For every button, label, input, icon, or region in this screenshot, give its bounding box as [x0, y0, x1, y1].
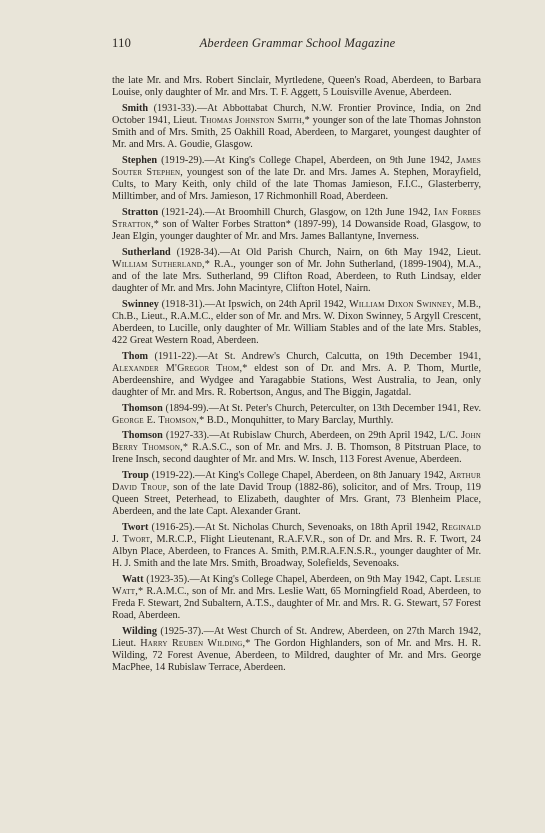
entry-years: (1925-37). — [160, 626, 204, 638]
entry-years: (1923-35). — [146, 574, 190, 586]
entry-text: —At King's College Chapel, Aberdeen, on 8th January 1942, — [194, 470, 450, 482]
entry-text: son of Walter Forbes Stratton* (1897-99), 14 Dowanside Road, Glasgow, to Jean Elgin, younger daughter of Mr. and Mrs. James Ballantyne, Inverness. — [112, 218, 481, 242]
marriage-entry — [112, 403, 481, 427]
entry-surname: Thom — [122, 350, 155, 362]
entry-groom-name: James Souter Stephen, — [112, 154, 481, 178]
marriage-entry — [112, 103, 481, 151]
marriage-entries — [112, 103, 481, 675]
entry-years: (1911-22). — [154, 350, 198, 362]
entry-years: (1921-24). — [161, 206, 205, 218]
entry-groom-name: Harry Reuben Wilding,* — [140, 638, 251, 650]
continued-paragraph: the late Mr. and Mrs. Robert Sinclair, Myrtledene, Queen's Road, Aberdeen, to Barbara Louise, only daughter of Mr. and Mrs. T. F. Aggett, 5 Louisville Avenue, Aberdeen. — [112, 75, 481, 99]
entry-text: The Gordon Highlanders, son of Mr. and Mrs. H. R. Wilding, 72 Forest Avenue, Aberdeen, to Mildred, daughter of Mr. and Mrs. George MacPhee, 14 Rubislaw Terrace, Aberdeen. — [112, 638, 481, 674]
entry-groom-name: William Dixon Swinney, — [349, 298, 455, 310]
entry-surname: Watt — [122, 574, 147, 586]
entry-text: —At King's College Chapel, Aberdeen, on 9th June 1942, — [204, 154, 457, 166]
marriage-entry — [112, 522, 481, 570]
entry-text: eldest son of Dr. and Mrs. A. P. Thom, Murtle, Aberdeenshire, and Wydgee and Yaragabbie Stations, West Australia, to Jean, only daughter of Mr. and Mrs. R. Robertson, Angus, and The Biggin, Jagatdal. — [112, 362, 481, 398]
entry-years: (1927-33). — [165, 430, 210, 442]
entry-years: (1931-33). — [153, 102, 197, 114]
entry-surname: Stratton — [122, 206, 162, 218]
entry-surname: Troup — [122, 470, 152, 482]
entry-years: (1916-25). — [151, 522, 195, 534]
marriage-entry — [112, 351, 481, 399]
entry-groom-name: Arthur David Troup, — [112, 470, 481, 494]
entry-years: (1919-29). — [161, 154, 205, 166]
entry-text: —At St. Andrew's Church, Calcutta, on 19th December 1941, — [197, 350, 482, 362]
entry-surname: Sutherland — [122, 246, 177, 258]
entry-text: —At Ipswich, on 24th April 1942, — [204, 298, 350, 310]
entry-groom-name: Leslie Watt,* — [112, 574, 481, 598]
entry-text: —At King's College Chapel, Aberdeen, on 9th May 1942, Capt. — [189, 574, 455, 586]
entry-years: (1918-31). — [161, 298, 205, 310]
entry-years: (1894-99). — [165, 402, 209, 414]
entry-text: —At St. Nicholas Church, Sevenoaks, on 18th April 1942, — [194, 522, 442, 534]
entry-groom-name: Ian Forbes Stratton,* — [112, 206, 482, 230]
marriage-entry — [112, 470, 481, 518]
entry-text: —At Old Parish Church, Nairn, on 6th May 1942, Lieut. — [219, 246, 481, 258]
entry-text: younger son of the late Thomas Johnston Smith and of Mrs. Smith, 25 Oakhill Road, Aberdeen, to Margaret, youngest daughter of Mr. and Mrs. A. Goudie, Glasgow. — [112, 114, 481, 151]
entry-surname: Thomson — [122, 402, 166, 414]
entry-text: son of the late David Troup (1882-86), solicitor, and of Mrs. Troup, 119 Queen Street, Peterhead, to Elizabeth, daughter of Mrs. Grant, 73 Blenheim Place, Aberdeen, and the late Capt. Alexander Grant. — [112, 482, 481, 518]
entry-years: (1919-22). — [151, 470, 195, 482]
marriage-entry — [112, 574, 481, 622]
entry-text: B.D., Monquhitter, to Mary Barclay, Murthly. — [204, 414, 394, 426]
entry-groom-name: John Berry Thomson,* — [112, 430, 482, 454]
entry-groom-name: Thomas Johnston Smith,* — [199, 114, 310, 126]
entry-years: (1928-34). — [176, 246, 220, 258]
page-header — [112, 36, 481, 64]
marriage-entry — [112, 430, 481, 466]
marriage-entry — [112, 299, 481, 347]
page-number: 110 — [112, 36, 132, 50]
entry-text: —At Broomhill Church, Glasgow, on 12th June 1942, — [204, 206, 434, 218]
entry-surname: Wilding — [122, 626, 161, 638]
running-title: Aberdeen Grammar School Magazine — [199, 36, 396, 50]
entry-text: —At St. Peter's Church, Peterculter, on 13th December 1941, Rev. — [208, 402, 482, 414]
entry-surname: Twort — [122, 522, 152, 534]
entry-surname: Stephen — [122, 154, 162, 166]
entry-text: M.B., Ch.B., Lieut., R.A.M.C., elder son of Mr. and Mrs. W. Dixon Swinney, 5 Argyll Crescent, Aberdeen, to Lucille, only daughter of Mr. William Stables and of the late Mrs. Stables, 422 Great Western Road, Aberdeen. — [112, 298, 481, 346]
entry-groom-name: William Sutherland,* — [112, 258, 211, 270]
entry-text: M.R.C.P., Flight Lieutenant, R.A.F.V.R., son of Dr. and Mrs. R. F. Twort, 24 Albyn Place, Aberdeen, to Frances A. Smith, P.M.R.A.F.N.S.R., younger daughter of Mr. H. J. Smith and the late Mrs. Smith, Broadway, Solefields, Sevenoaks. — [112, 534, 481, 570]
marriage-entry — [112, 155, 481, 203]
entry-text: R.A., younger son of Mr. John Sutherland, (1899-1904), M.A., and of the late Mrs. Sutherland, 99 Clifton Road, Aberdeen, to Ruth Lindsay, elder daughter of Mr. and Mrs. John Macintyre, Clifton Hotel, Nairn. — [112, 258, 482, 294]
entry-surname: Smith — [122, 102, 154, 114]
entry-text: —At Rubislaw Church, Aberdeen, on 29th April 1942, L/C. — [209, 430, 462, 442]
entry-surname: Thomson — [122, 430, 166, 442]
entry-text: R.A.M.C., son of Mr. and Mrs. Leslie Watt, 65 Morningfield Road, Aberdeen, to Freda F. Stewart, 2nd Subaltern, A.T.S., daughter of Mr. and Mrs. R. G. Stewart, 57 Forest Road, Aberdeen. — [112, 586, 481, 622]
marriage-entry — [112, 626, 481, 674]
marriage-entry — [112, 207, 481, 243]
entry-text: youngest son of the late Dr. and Mrs. James A. Stephen, Morayfield, Cults, to Mary Keith, only child of the late Thomas Jamieson, F.I.C., Glasterberry, Milltimber, and of Mrs. Jamieson, 17 Richmonhill Road, Aberdeen. — [112, 166, 481, 203]
entry-text: —At West Church of St. Andrew, Aberdeen, on 27th March 1942, Lieut. — [112, 626, 481, 650]
entry-text: —At Abbottabat Church, N.W. Frontier Province, India, on 2nd October 1941, Lieut. — [112, 102, 481, 126]
entry-surname: Swinney — [122, 298, 162, 310]
marriage-entry — [112, 247, 481, 295]
entry-groom-name: Alexander M'Gregor Thom,* — [112, 362, 248, 374]
entry-groom-name: Reginald J. Twort, — [112, 522, 482, 546]
entry-text: R.A.S.C., son of Mr. and Mrs. J. B. Thomson, 8 Pitstruan Place, to Irene Insch, second daughter of Mr. and Mrs. W. Insch, 113 Forest Avenue, Aberdeen. — [112, 442, 481, 466]
text-body — [112, 75, 481, 674]
entry-groom-name: George E. Thomson,* — [112, 414, 205, 426]
